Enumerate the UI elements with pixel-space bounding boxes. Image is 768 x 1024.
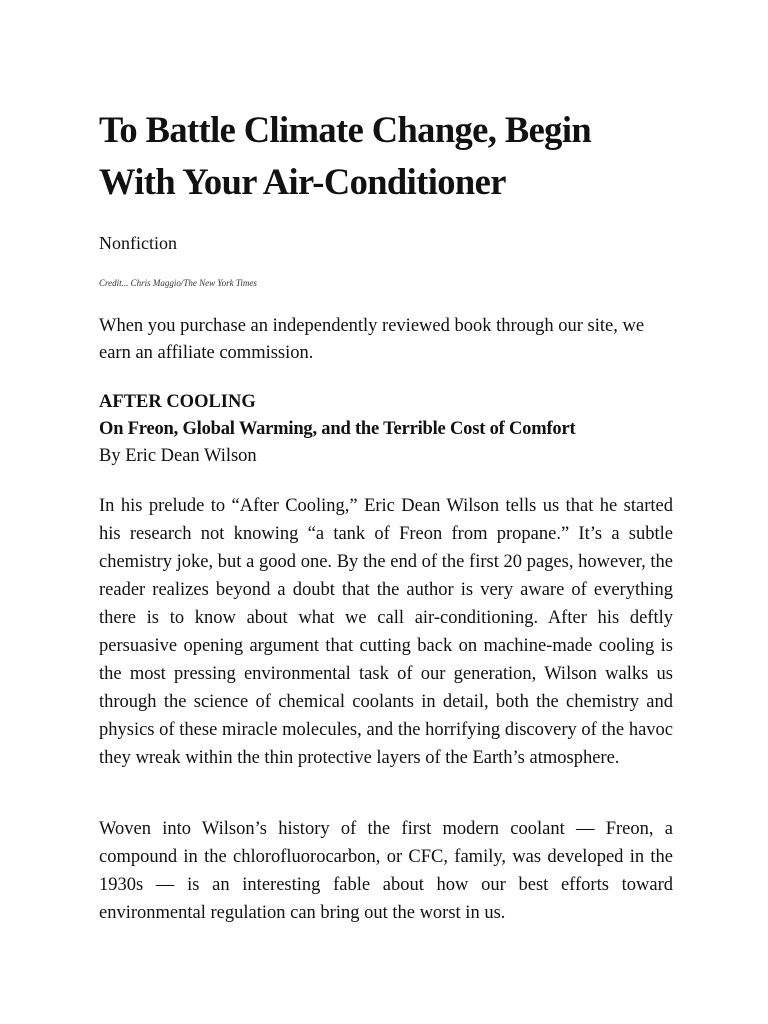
affiliate-note: When you purchase an independently reviewed book through our site, we earn an affiliate commission.	[99, 316, 645, 363]
photo-credit: Credit... Chris Maggio/The New York Times	[99, 278, 257, 288]
article-title: To Battle Climate Change, Begin With Your Air-Conditioner	[99, 109, 592, 202]
book-subtitle: On Freon, Global Warming, and the Terrible Cost of Comfort	[99, 419, 576, 439]
book-title: AFTER COOLING	[99, 392, 256, 412]
article-paragraph: In his prelude to “After Cooling,” Eric Dean Wilson tells us that he started his research not knowing “a tank of Freon from propane.” It’s a subtle chemistry joke, but a good one. By the end of the first 20 pages, however, the reader realizes beyond a doubt that the author is very aware of everything there is to know about what we call air-conditioning. After his deftly persuasive opening argument that cutting back on machine-made cooling is the most pressing environmental task of our generation, Wilson walks us through the science of chemical coolants in detail, both the chemistry and physics of these miracle molecules, and the horrifying discovery of the havoc they wreak within the thin protective layers of the Earth’s atmosphere.	[99, 496, 673, 768]
book-byline: By Eric Dean Wilson	[99, 446, 257, 466]
book-info	[99, 389, 673, 470]
section-label[interactable]: Nonfiction	[99, 233, 177, 253]
article-paragraph: Woven into Wilson’s history of the first modern coolant — Freon, a compound in the chlorofluorocarbon, or CFC, family, was developed in the 1930s — is an interesting fable about how our best efforts toward environmental regulation can bring out the worst in us.	[99, 819, 673, 923]
